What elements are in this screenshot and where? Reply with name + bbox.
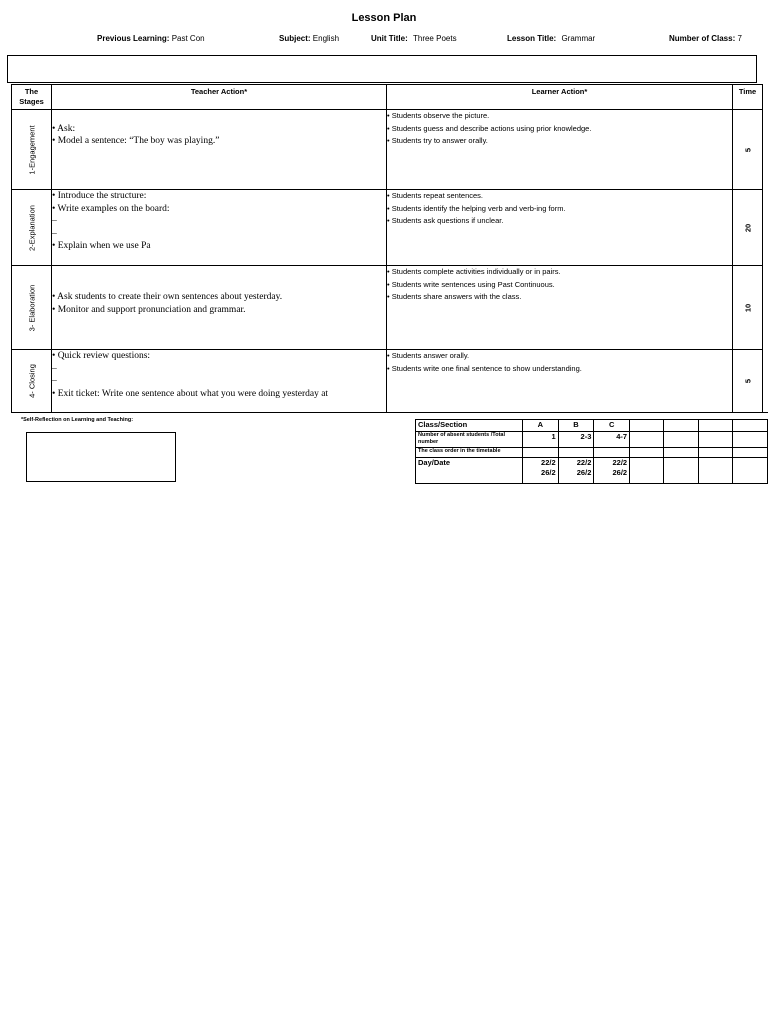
day-date-b [558,458,594,484]
teacher-line: – [52,363,57,374]
empty-cell [663,458,698,484]
stage-row-engagement [12,110,763,190]
teacher-line: – [52,376,57,386]
time-value: 10 [743,303,752,312]
section-b: B [558,420,594,432]
stage-label: 4- Closing [27,364,36,398]
empty-cell [663,420,698,432]
order-value-c [594,448,630,458]
order-value-b [558,448,594,458]
date-value: 22/2 [612,458,628,467]
divider-line [519,412,768,413]
learner-action-cell [387,350,733,413]
date-value: 26/2 [576,468,592,477]
teacher-action-header: Teacher Action* [52,85,387,110]
teacher-line [52,110,386,123]
date-value: 26/2 [541,468,556,477]
empty-cell [663,432,698,448]
learner-line: • Students write one final sentence to show understanding. [387,363,582,373]
stage-label: 2-Explanation [27,204,36,251]
stage-row-closing [12,350,763,413]
order-row [416,448,768,458]
day-date-a [522,458,558,484]
learner-line: • Students guess and describe actions using prior knowledge. [387,123,592,133]
unit-title [371,34,457,43]
previous-learning-label: Previous Learning: [97,34,170,43]
lesson-title-label: Lesson Title: [507,34,557,43]
date-value: 22/2 [576,458,592,467]
absent-row [416,432,768,448]
subject-label: Subject: [279,34,311,43]
time-cell [733,266,763,350]
empty-cell [733,448,768,458]
lesson-title-value: Grammar [561,34,596,43]
learner-line: • Students repeat sentences. [387,191,484,200]
absent-value-a: 1 [522,432,558,448]
teacher-line: • Write examples on the board: [52,203,170,214]
self-reflection-box [26,432,176,482]
teacher-line [52,279,386,292]
stage-label: 1-Engagement [27,124,36,175]
class-section-table [415,419,768,484]
empty-cell [630,432,664,448]
empty-cell [630,448,664,458]
empty-cell [698,432,733,448]
stage-cell [12,110,52,190]
day-date-c [594,458,630,484]
empty-cell [733,432,768,448]
empty-cell [698,458,733,484]
day-date-row [416,458,768,484]
time-value: 5 [743,147,752,152]
empty-cell [698,448,733,458]
teacher-line: – [52,228,57,239]
teacher-line: – [52,216,57,226]
number-of-class [669,34,742,43]
empty-cell [698,420,733,432]
stage-row-explanation [12,190,763,266]
lesson-title [507,34,595,43]
stages-header: The Stages [12,85,52,110]
teacher-line: • Ask students to create their own sentences about yesterday. [52,292,283,302]
absent-value-c: 4-7 [594,432,630,448]
self-reflection-label: *Self-Reflection on Learning and Teaching: [21,417,134,423]
stage-row-elaboration [12,266,763,350]
date-value: 26/2 [612,468,628,477]
learner-line: • Students identify the helping verb and verb-ing form. [387,203,566,213]
learner-line: • Students share answers with the class. [387,292,522,301]
stage-cell [12,266,52,350]
class-header-row [416,420,768,432]
teacher-line: • Explain when we use Pa [52,241,151,251]
subject-value: English [312,34,340,43]
learner-line: • Students write sentences using Past Continuous. [387,279,555,289]
teacher-line: • Model a sentence: “The boy was playing.” [52,136,220,146]
page-title: Lesson Plan [351,12,417,24]
unit-title-value: Three Poets [412,34,457,43]
learner-action-header: Learner Action* [387,85,733,110]
teacher-line: • Exit ticket: Write one sentence about what you were doing yesterday at [52,388,329,399]
teacher-line: • Monitor and support pronunciation and grammar. [52,304,246,315]
objectives-box [7,55,757,83]
empty-cell [733,458,768,484]
teacher-action-cell [52,110,387,190]
empty-cell [733,420,768,432]
table-header-row [12,85,763,110]
number-of-class-label: Number of Class: [669,34,736,43]
section-a: A [522,420,558,432]
date-value: 22/2 [541,458,556,467]
stage-cell [12,350,52,413]
lesson-stages-table [11,84,763,413]
teacher-line: • Introduce the structure: [52,191,147,201]
teacher-action-cell [52,350,387,413]
class-section-label: Class/Section [416,420,523,432]
absent-label: Number of absent students /Total number [416,432,523,448]
time-value: 5 [743,378,752,384]
time-cell [733,350,763,413]
learner-line: • Students answer orally. [387,351,470,360]
time-header: Time [733,85,763,110]
time-cell [733,110,763,190]
number-of-class-value: 7 [737,34,742,43]
time-cell [733,190,763,266]
time-value: 20 [743,223,752,232]
empty-cell [630,420,664,432]
empty-cell [630,458,664,484]
stage-cell [12,190,52,266]
learner-line: • Students try to answer orally. [387,136,488,145]
teacher-line [52,266,386,279]
section-c: C [594,420,630,432]
previous-learning [97,34,205,43]
learner-line: • Students ask questions if unclear. [387,216,504,225]
learner-action-cell [387,110,733,190]
empty-cell [663,448,698,458]
absent-value-b: 2-3 [558,432,594,448]
subject [279,34,339,43]
day-date-label: Day/Date [416,458,523,484]
teacher-line: • Ask: [52,123,76,134]
learner-line: • Students complete activities individually or in pairs. [387,267,561,276]
learner-action-cell [387,190,733,266]
order-value-a [522,448,558,458]
teacher-action-cell [52,190,387,266]
previous-learning-value: Past Con [171,34,205,43]
order-label: The class order in the timetable [416,448,523,458]
teacher-action-cell [52,266,387,350]
stage-label: 3- Elaboration [27,284,36,331]
teacher-line: • Quick review questions: [52,351,151,361]
unit-title-label: Unit Title: [371,34,408,43]
learner-line: • Students observe the picture. [387,111,490,120]
learner-action-cell [387,266,733,350]
